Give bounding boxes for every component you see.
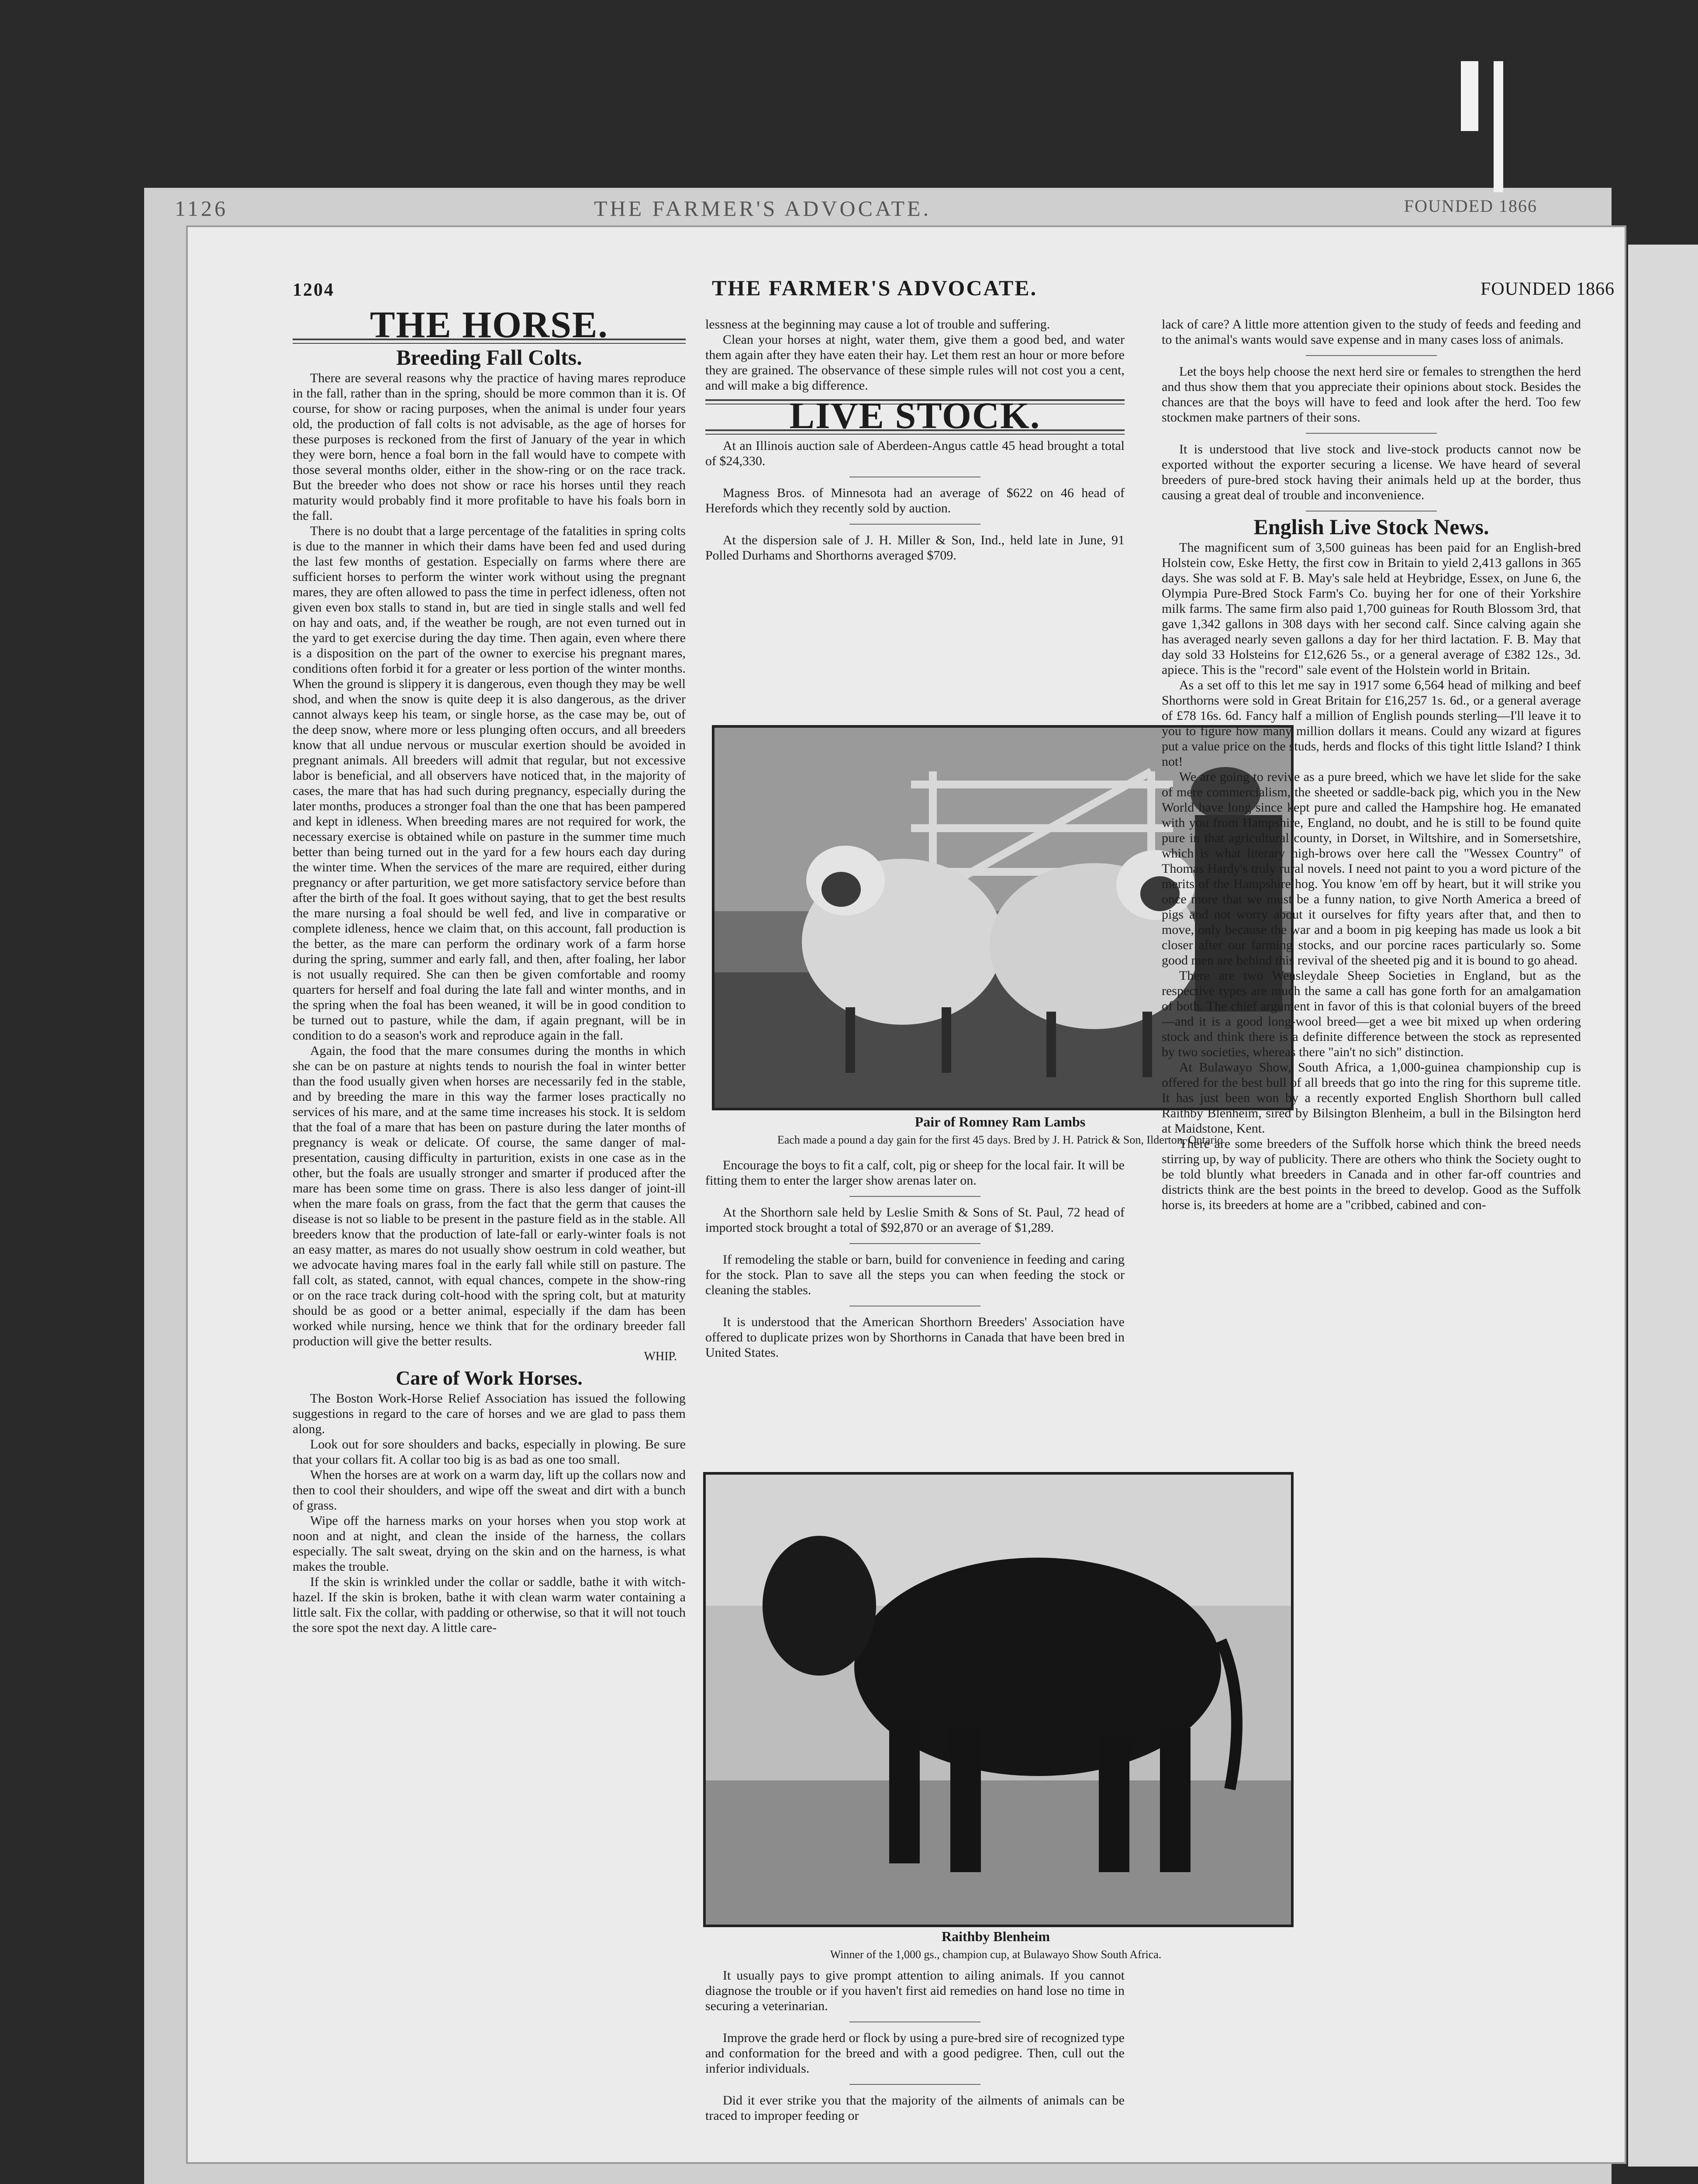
paragraph: At the Shorthorn sale held by Leslie Smith & Sons of St. Paul, 72 head of imported stock brought a total of $92,870 or an average of $1,289.	[705, 1205, 1125, 1235]
separator	[849, 1196, 980, 1197]
paragraph: Let the boys help choose the next herd sire or females to strengthen the herd and thus show them that you appreciate their opinions about stock. Besides the chances are that the boys will have to feed and look after the herd. Too few stockmen make partners of their sons.	[1162, 364, 1581, 425]
separator	[1306, 355, 1437, 356]
scan-artifact	[1494, 61, 1503, 192]
author-signature: WHIP.	[644, 1350, 677, 1363]
paragraph: There are several reasons why the practice of having mares reproduce in the fall, rather than in the spring, should be more common than it is. Of course, for show or racing purposes, when the animal is under four years old, the production of fall colts is not advisable, as the age of horses for these purposes is reckoned from the first of January of the year in which they were born, hence a foal born in the fall would have to compete with those several months older, either in the show-ring or on the race track. But the breeder who does not show or race his horses until they reach maturity would probably find it more profitable to have his foals born in the fall.	[293, 371, 686, 523]
separator	[849, 524, 980, 525]
underlying-founded: FOUNDED 1866	[1404, 196, 1537, 216]
underlying-page-number: 1126	[175, 196, 228, 221]
livestock-item: At the dispersion sale of J. H. Miller & Son, Ind., held late in June, 91 Polled Durhams and Shorthorns averaged $709.	[705, 533, 1125, 563]
livestock-item: Magness Bros. of Minnesota had an average of $622 on 46 head of Herefords which they recently sold by auction.	[705, 486, 1125, 515]
photo-caption: Winner of the 1,000 gs., champion cup, at Bulawayo Show South Africa.	[830, 1948, 1162, 1961]
paragraph: lack of care? A little more attention given to the study of feeds and feeding and to the animal's wants would save expense and in many cases loss of animals.	[1162, 317, 1581, 347]
paragraph: There are two Wensleydale Sheep Societies in England, but as the respective types are much the same a call has gone forth for an amalgamation of both. The chief argument in favor of this is that colonial buyers of the breed—and it is a good long-wool breed—get a wee bit mixed up when ordering stock and think there is a definite difference between the stock as represented by two societies, whereas there "ain't no sich" distinction.	[1162, 968, 1581, 1059]
paragraph: Wipe off the harness marks on your horses when you stop work at noon and at night, and clean the inside of the harness, the collars especially. The salt sweat, drying on the skin and on the harness, is what makes the trouble.	[293, 1514, 686, 1574]
paragraph: At Bulawayo Show, South Africa, a 1,000-guinea championship cup is offered for the best bull of all breeds that go into the ring for this supreme title. It has just been won by a recently exported English Shorthorn bull called Raithby Blenheim, sired by Bilsington Blenheim, a bull in the Bilsington herd at Maidstone, Kent.	[1162, 1060, 1581, 1136]
paragraph: lessness at the beginning may cause a lot of trouble and suffering.	[705, 317, 1050, 332]
separator	[849, 2084, 980, 2085]
section-title-live-stock: LIVE STOCK.	[789, 394, 1041, 436]
paragraph: Improve the grade herd or flock by using a pure-bred sire of recognized type and conformation for the breed and with a good pedigree. Then, cull out the inferior individuals.	[705, 2031, 1125, 2076]
paragraph: It is understood that the American Shorthorn Breeders' Association have offered to duplicate prizes won by Shorthorns in Canada that have been bred in United States.	[705, 1315, 1125, 1360]
photo-caption: Each made a pound a day gain for the first 45 days. Bred by J. H. Patrick & Son, Ilderton, Ontario	[777, 1133, 1223, 1146]
scan-artifact	[1461, 61, 1478, 131]
photo-raithby-blenheim	[703, 1472, 1294, 1927]
article-title-breeding-fall-colts: Breeding Fall Colts.	[396, 345, 582, 370]
paragraph: We are going to revive as a pure breed, which we have let slide for the sake of mere commercialism, the sheeted or saddle-back pig, which you in the New World have long since kept pure and called the Hampshire hog. He emanated with you from Hampshire, England, no doubt, and he is still to be found quite pure in that agricultural county, in Dorset, in Wiltshire, and in Somersetshire, which is what literary high-brows over here call the "Wessex Country" of Thomas Hardy's truly rural novels. I need not paint to you a word picture of the merits of the Hampshire hog. You know 'em off by heart, but it will strike you once more that we must be a funny nation, to give North America a breed of pigs and not worry about it ourselves for fifty years after that, and then to move, only because the war and a boom in pig keeping has made us look a bit closer after our farming stocks, and our porcine races particularly so. Some good men are behind this revival of the sheeted pig and it is bound to go ahead.	[1162, 770, 1581, 968]
livestock-item: At an Illinois auction sale of Aberdeen-Angus cattle 45 head brought a total of $24,330.	[705, 439, 1125, 468]
paragraph: The Boston Work-Horse Relief Association has issued the following suggestions in regard to the care of horses and we are glad to pass them along.	[293, 1391, 686, 1436]
paragraph: If remodeling the stable or barn, build for convenience in feeding and caring for the stock. Plan to save all the steps you can when feeding the stock or cleaning the stables.	[705, 1252, 1125, 1297]
article-title-care-of-work-horses: Care of Work Horses.	[396, 1367, 583, 1389]
paragraph: It is understood that live stock and live-stock products cannot now be exported without the exporter securing a license. We have heard of several breeders of pure-bred stock having their animals held up at the border, thus causing a great deal of trouble and inconvenience.	[1162, 442, 1581, 502]
paragraph: There is no doubt that a large percentage of the fatalities in spring colts is due to the manner in which their dams have been fed and used during the last few months of gestation. Especially on farms where there are sufficient horses to perform the winter work without using the pregnant mares, they are often allowed to pass the time in perfect idleness, often not given even box stalls to stand in, but are tied in single stalls and well fed on hay and oats, and, if the weather be rough, are not even turned out in the yard to get exercise during the day time. Then again, even where there is a disposition on the part of the owner to exercise his pregnant mares, conditions often forbid it for a greater or less portion of the winter months. When the ground is slippery it is dangerous, even though they may be well shod, and when the snow is quite deep it is also dangerous, as the driver cannot always keep his team, or single horse, as the case may be, out of the deep snow, where more or less plunging often occurs, and all breeders know that all undue nervous or muscular exertion should be avoided in pregnant animals. All breeders will admit that regular, but not excessive labor is beneficial, and all observers have noticed that, in the majority of cases, the mare that has had such during pregnancy, especially during the later months, produces a stronger foal than the one that has been pampered and kept in idleness. When breeding mares are not required for work, the necessary exercise is obtained while on pasture in the summer time much better than being turned out in the yard for a few hours each day during the winter time. When the services of the mare are required, either during pregnancy or after parturition, we get more satisfactory service before than after the birth of the foal. It goes without saying, that to get the best results the mare nursing a foal should be well fed, and live in comparative or complete idleness, hence we claim that, on this account, fall production is the better, as the mare can perform the ordinary work of a farm horse during the spring, summer and early fall, and then, after foaling, her labor is not usually required. She can then be given comfortable and roomy quarters for herself and foal during the late fall and winter months, and in the spring when the foal has been weaned, it will be in good condition to be turned out to pasture, while the dam, if again pregnant, will be in condition to do a season's work and reproduce again in the fall.	[293, 524, 686, 1043]
column-2-bottom	[705, 1968, 1125, 2123]
paragraph: The magnificent sum of 3,500 guineas has been paid for an English-bred Holstein cow, Eske Hetty, the first cow in Britain to yield 2,413 gallons in 365 days. She was sold at F. B. May's sale held at Heybridge, Essex, on June 6, the Olympia Pure-Bred Stock Farm's Co. buying her for one of their Yorkshire milk farms. The same firm also paid 1,700 guineas for Routh Blossom 3rd, that gave 1,342 gallons in 308 days with her second calf. Since calving again she has averaged nearly seven gallons a day for her third lactation. F. B. May that day sold 33 Holsteins for £12,626 5s., or a general average of £382 12s., 3d. apiece. This is the "record" sale event of the Holstein world in Britain.	[1162, 540, 1581, 677]
paragraph: Look out for sore shoulders and backs, especially in plowing. Be sure that your collars fit. A collar too big is as bad as one too small.	[293, 1437, 686, 1467]
column-2-top	[705, 317, 1125, 563]
paragraph: As a set off to this let me say in 1917 some 6,564 head of milking and beef Shorthorns were sold in Great Britain for £16,257 1s. 6d., or a general average of £78 16s. 6d. Fancy half a million of English pounds sterling—I'll leave it to you to figure how many million dollars it means. Could any wizard at figures put a value price on the studs, herds and flocks of this tight little Island? I think not!	[1162, 678, 1581, 769]
paragraph: There are some breeders of the Suffolk horse which think the breed needs stirring up, by way of publicity. There are others who think the Society ought to be told bluntly what breeders in Canada and in other far-off countries and districts think are the best points in the breed to develop. Good as the Suffolk horse is, its breeders at home are a "cribbed, cabined and con-	[1162, 1137, 1581, 1212]
column-3	[1162, 317, 1581, 1213]
paragraph: If the skin is wrinkled under the collar or saddle, bathe it with witch-hazel. If the skin is broken, bathe it with clean warm water containing a little salt. Fix the collar, with padding or otherwise, so that it will not touch the sore spot the next day. A little care-	[293, 1575, 686, 1635]
photo-title: Raithby Blenheim	[941, 1928, 1050, 1944]
newspaper-page	[188, 227, 1625, 2162]
separator	[849, 1243, 980, 1244]
photo-title: Pair of Romney Ram Lambs	[915, 1114, 1086, 1130]
column-1	[293, 304, 686, 1635]
column-2-middle	[705, 1158, 1125, 1360]
founded-note: FOUNDED 1866	[1481, 279, 1615, 299]
page-number: 1204	[293, 280, 335, 300]
paragraph: Did it ever strike you that the majority of the ailments of animals can be traced to improper feeding or	[705, 2093, 1125, 2123]
paragraph: When the horses are at work on a warm day, lift up the collars now and then to cool their shoulders, and wipe off the sweat and dirt with a bunch of grass.	[293, 1468, 686, 1513]
underlying-page-header	[175, 196, 1537, 222]
paragraph: Again, the food that the mare consumes during the months in which she can be on pasture at nights tends to nourish the foal in winter better than the food usually given when horses are necessarily fed in the stable, and by breeding the mare in this way the farmer loses practically no services of his mare, and at the same time increases his stock. It is seldom that the foal of a mare that has been on pasture during the later months of pregnancy is weak or delicate. Of course, the same danger of mal-presentation, causing difficulty in parturition, exists in one case as in the other, but the foals are usually stronger and smarter if produced after the mare has been some time on grass. There is also less danger of joint-ill when the mare foals on grass, from the fact that the germ that causes the disease is not so liable to be present in the pasture field as in the stable. All breeders know that the production of late-fall or early-winter foals is not an easy matter, as mares do not usually show oestrum in cold weather, but we advocate having mares foal in the early fall while still on pasture. The fall colt, as stated, cannot, with equal chances, compete in the show-ring or on the race track during colt-hood with the spring colt, but at maturity should be as good or a better animal, especially if the dam has been worked while nursing, hence we think that for the ordinary breeder fall production will give the better results.	[293, 1044, 686, 1348]
paragraph: Clean your horses at night, water them, give them a good bed, and water them again after they have eaten their hay. Let them rest an hour or more before they are grained. The observance of these simple rules will not cost you a cent, and will make a big difference.	[705, 332, 1125, 393]
separator	[1306, 433, 1437, 434]
adjacent-page-edge	[1628, 245, 1698, 2167]
paragraph: It usually pays to give prompt attention to ailing animals. If you cannot diagnose the trouble or if you haven't first aid remedies on hand lose no time in securing a veterinarian.	[705, 1968, 1125, 2013]
paragraph: Encourage the boys to fit a calf, colt, pig or sheep for the local fair. It will be fitting them to enter the larger show arenas later on.	[705, 1158, 1125, 1188]
underlying-masthead: THE FARMER'S ADVOCATE.	[594, 196, 932, 221]
masthead: THE FARMER'S ADVOCATE.	[712, 276, 1038, 300]
article-title-english-live-stock-news: English Live Stock News.	[1253, 515, 1489, 539]
section-title-horse: THE HORSE.	[370, 304, 608, 346]
